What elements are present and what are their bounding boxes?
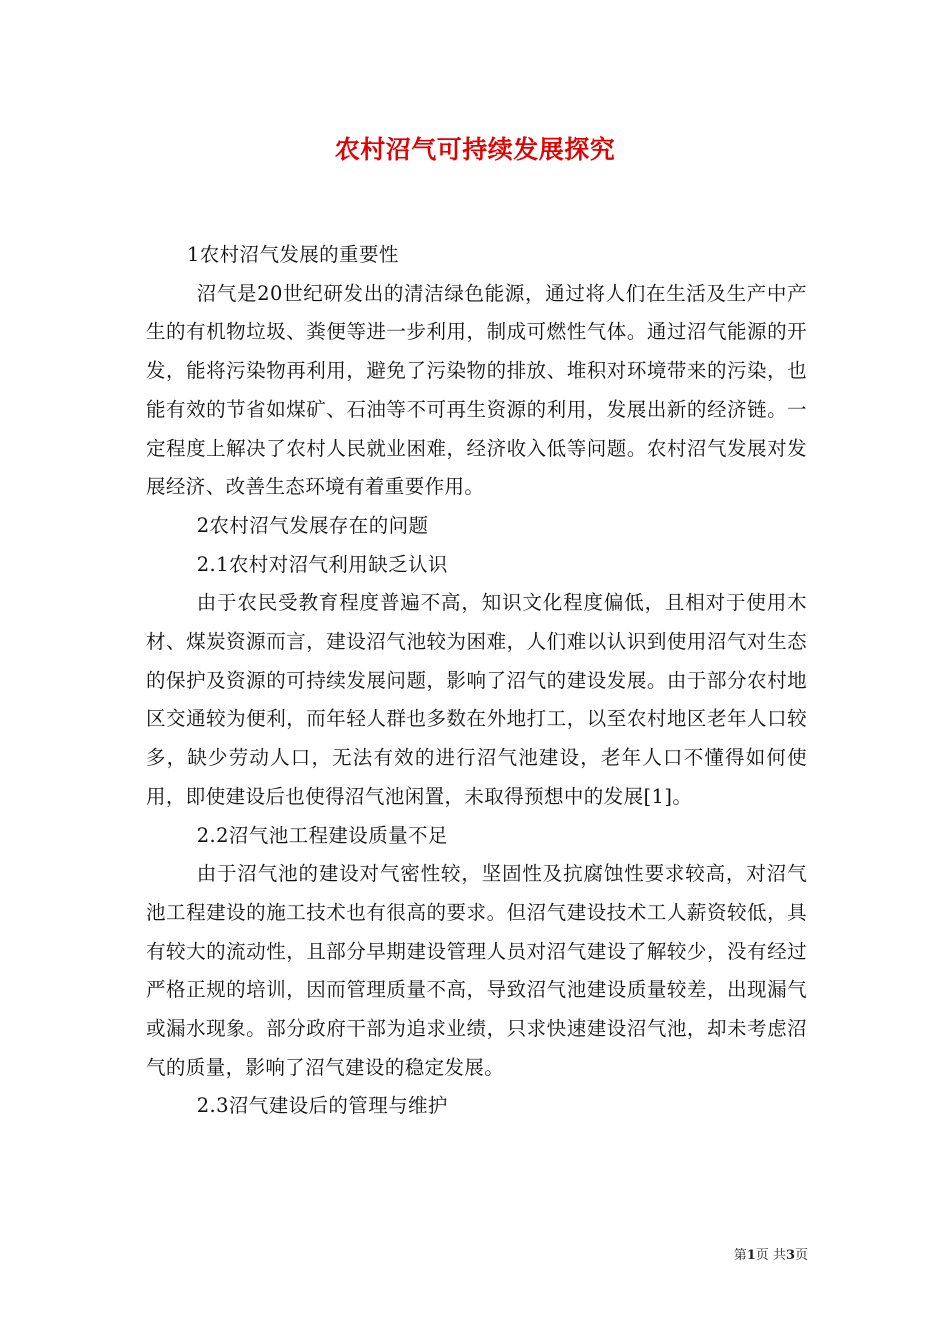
- body-paragraph-3: 由于沼气池的建设对气密性较，坚固性及抗腐蚀性要求较高，对沼气池工程建设的施工技术也有很高的要求。但沼气建设技术工人薪资较低，具有较大的流动性，且部分早期建设管理人员对沼气建设了解较少，没有经过严格正规的培训，因而管理质量不高，导致沼气池建设质量较差，出现漏气或漏水现象。部分政府干部为追求业绩，只求快速建设沼气池，却未考虑沼气的质量，影响了沼气建设的稳定发展。: [146, 862, 807, 1079]
- subsection-heading-2-2: 2.2沼气池工程建设质量不足: [196, 823, 448, 847]
- footer-prefix: 第: [733, 1248, 747, 1263]
- body-paragraph-2: 由于农民受教育程度普遍不高，知识文化程度偏低，且相对于使用木材、煤炭资源而言，建设沼气池较为困难，人们难以认识到使用沼气对生态的保护及资源的可持续发展问题，影响了沼气的建设发展。由于部分农村地区交通较为便利，而年轻人群也多数在外地打工，以至农村地区老年人口较多，缺少劳动人口，无法有效的进行沼气池建设，老年人口不懂得如何使用，即使建设后也使得沼气池闲置，未取得预想中的发展[1]。: [146, 591, 807, 808]
- footer-middle: 页 共: [755, 1248, 786, 1263]
- footer-current-page: 1: [746, 1248, 756, 1263]
- document-body: [146, 236, 807, 1126]
- section-heading-1: 1农村沼气发展的重要性: [186, 243, 399, 266]
- page-number-footer: [734, 1247, 808, 1265]
- section-heading-2: 2农村沼气发展存在的问题: [196, 513, 429, 537]
- footer-total-pages: 3: [785, 1248, 795, 1263]
- subsection-heading-2-1: 2.1农村对沼气利用缺乏认识: [196, 552, 448, 576]
- body-paragraph-1: 沼气是20世纪研发出的清洁绿色能源，通过将人们在生活及生产中产生的有机物垃圾、粪便等进一步利用，制成可燃性气体。通过沼气能源的开发，能将污染物再利用，避免了污染物的排放、堆积对环境带来的污染，也能有效的节省如煤矿、石油等不可再生资源的利用，发展出新的经济链。一定程度上解决了农村人民就业困难，经济收入低等问题。农村沼气发展对发展经济、改善生态环境有着重要作用。: [146, 281, 807, 499]
- footer-suffix: 页: [794, 1248, 808, 1263]
- document-title: 农村沼气可持续发展探究: [334, 135, 616, 164]
- subsection-heading-2-3: 2.3沼气建设后的管理与维护: [196, 1094, 448, 1118]
